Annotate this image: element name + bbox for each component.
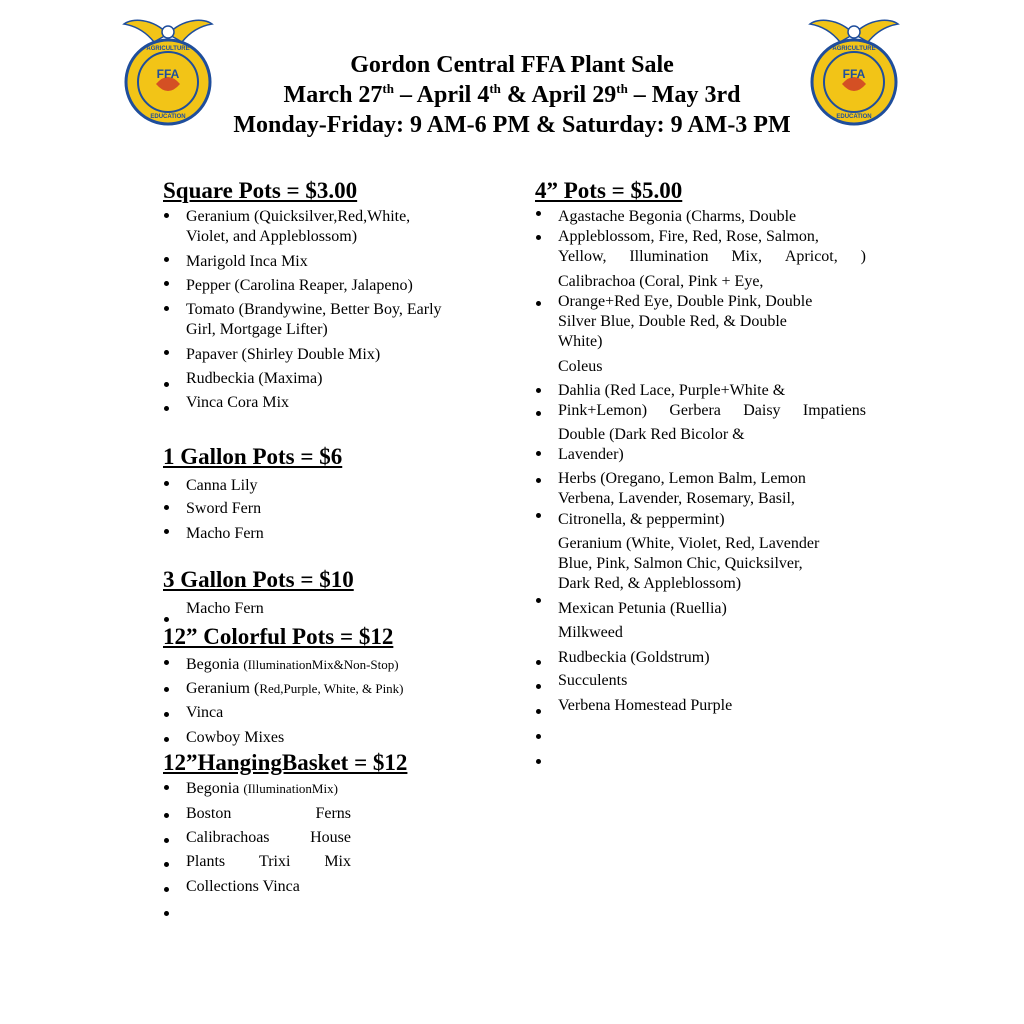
bullet: [164, 813, 169, 818]
list-item: Milkweed: [558, 624, 623, 641]
date-text: – April 4: [393, 82, 490, 108]
list-item: Macho Fern: [186, 525, 264, 542]
bullet: [536, 235, 541, 240]
list-item: Collections Vinca: [186, 878, 300, 895]
list-item: Rudbeckia (Goldstrum): [558, 649, 710, 666]
list-item: Lavender): [558, 446, 624, 463]
list-item: Succulents: [558, 672, 628, 689]
bullet: [164, 617, 169, 622]
list-item: [558, 247, 866, 267]
bullet: [164, 712, 169, 717]
bullet: [164, 406, 169, 411]
date-suffix: th: [616, 81, 628, 96]
list-item: Mexican Petunia (Ruellia): [558, 600, 727, 617]
item-word: Daisy: [743, 402, 781, 419]
item-word: Impatiens: [802, 402, 866, 419]
item-word: Boston: [186, 805, 232, 822]
list-item: [186, 828, 351, 848]
bullet: [536, 211, 541, 216]
bullet: [536, 513, 541, 518]
bullet: [164, 382, 169, 387]
emblem-bottom-text: EDUCATION: [836, 114, 872, 120]
list-item: Calibrachoa (Coral, Pink + Eye,: [558, 273, 764, 290]
three-gallon-title: 3 Gallon Pots = $10: [163, 567, 354, 592]
date-suffix: th: [382, 81, 394, 96]
list-item: Agastache Begonia (Charms, Double: [558, 208, 797, 225]
bullet: [536, 301, 541, 306]
item-note: (IlluminationMix&Non-Stop): [243, 657, 399, 672]
list-item: Dark Red, & Appleblossom): [558, 575, 742, 592]
list-item: Cowboy Mixes: [186, 729, 285, 746]
list-item: Marigold Inca Mix: [186, 253, 308, 270]
list-item: Silver Blue, Double Red, & Double: [558, 313, 787, 330]
bullet: [536, 734, 541, 739]
item-word: ): [860, 248, 866, 265]
list-item: Geranium (Quicksilver,Red,White,: [186, 208, 411, 225]
list-item: Citronella, & peppermint): [558, 511, 725, 528]
item-word: Trixi: [259, 853, 291, 870]
bullet: [164, 687, 169, 692]
bullet: [164, 862, 169, 867]
bullet: [536, 598, 541, 603]
list-item: Herbs (Oregano, Lemon Balm, Lemon: [558, 470, 806, 487]
hanging-basket-title: 12”HangingBasket = $12: [163, 750, 408, 775]
list-item: White): [558, 333, 603, 350]
list-item: [186, 655, 399, 675]
bullet: [536, 451, 541, 456]
one-gallon-title: 1 Gallon Pots = $6: [163, 444, 343, 469]
item-text: Geranium (: [186, 680, 260, 697]
emblem-bottom-text: EDUCATION: [150, 114, 186, 120]
list-item: [186, 852, 351, 872]
item-word: House: [310, 829, 351, 846]
bullet: [536, 478, 541, 483]
sale-hours: Monday-Friday: 9 AM-6 PM & Saturday: 9 AM-3 PM: [233, 112, 791, 138]
item-text: Begonia: [186, 656, 244, 673]
list-item: [186, 679, 404, 699]
date-text: & April 29: [500, 82, 617, 108]
emblem-top-text: AGRICULTURE: [832, 46, 876, 52]
bullet: [536, 759, 541, 764]
bullet: [164, 737, 169, 742]
list-item: Rudbeckia (Maxima): [186, 370, 323, 387]
bullet: [164, 213, 169, 218]
list-item: Appleblossom, Fire, Red, Rose, Salmon,: [558, 228, 819, 245]
item-word: Mix,: [731, 248, 762, 265]
sale-dates: [0, 80, 1024, 110]
bullet: [164, 257, 169, 262]
item-word: Mix: [324, 853, 351, 870]
list-item: Vinca Cora Mix: [186, 394, 290, 411]
item-word: Pink+Lemon): [558, 402, 648, 419]
item-word: Gerbera: [669, 402, 721, 419]
bullet: [164, 529, 169, 534]
bullet: [536, 684, 541, 689]
square-pots-title: Square Pots = $3.00: [163, 178, 358, 203]
item-text: Begonia: [186, 780, 244, 797]
list-item: Dahlia (Red Lace, Purple+White &: [558, 382, 786, 399]
page-title: Gordon Central FFA Plant Sale: [350, 52, 674, 78]
page-header: [0, 50, 1024, 140]
bullet: [164, 660, 169, 665]
list-item: Canna Lily: [186, 477, 258, 494]
item-word: Plants: [186, 853, 226, 870]
bullet: [164, 350, 169, 355]
list-item: Verbena, Lavender, Rosemary, Basil,: [558, 490, 795, 507]
colorful-pots-title: 12” Colorful Pots = $12: [163, 624, 394, 649]
bullet: [536, 388, 541, 393]
item-word: Ferns: [315, 805, 351, 822]
four-inch-pots-title: 4” Pots = $5.00: [535, 178, 683, 203]
item-word: Yellow,: [558, 248, 607, 265]
item-word: Illumination: [629, 248, 709, 265]
bullet: [164, 281, 169, 286]
list-item: [186, 804, 351, 824]
list-item: Blue, Pink, Salmon Chic, Quicksilver,: [558, 555, 803, 572]
list-item: Vinca: [186, 704, 224, 721]
list-item: Violet, and Appleblossom): [186, 228, 358, 245]
list-item: Tomato (Brandywine, Better Boy, Early: [186, 301, 442, 318]
date-text: – May 3rd: [627, 82, 741, 108]
emblem-center-text: FFA: [156, 67, 180, 81]
item-word: Calibrachoas: [186, 829, 270, 846]
item-word: Apricot,: [784, 248, 838, 265]
bullet: [164, 838, 169, 843]
list-item: Double (Dark Red Bicolor &: [558, 426, 745, 443]
list-item: Coleus: [558, 358, 603, 375]
bullet: [164, 911, 169, 916]
list-item: Verbena Homestead Purple: [558, 697, 733, 714]
bullet: [164, 887, 169, 892]
list-item: Girl, Mortgage Lifter): [186, 321, 328, 338]
bullet: [536, 411, 541, 416]
bullet: [164, 785, 169, 790]
list-item: [186, 779, 338, 799]
item-note: Red,Purple, White, & Pink): [259, 681, 404, 696]
list-item: [558, 401, 866, 421]
bullet: [164, 306, 169, 311]
list-item: Pepper (Carolina Reaper, Jalapeno): [186, 277, 413, 294]
list-item: Macho Fern: [186, 600, 264, 617]
bullet: [536, 709, 541, 714]
list-item: Orange+Red Eye, Double Pink, Double: [558, 293, 813, 310]
list-item: Papaver (Shirley Double Mix): [186, 346, 381, 363]
date-suffix: th: [489, 81, 501, 96]
bullet: [536, 660, 541, 665]
bullet: [164, 481, 169, 486]
list-item: Geranium (White, Violet, Red, Lavender: [558, 535, 820, 552]
list-item: Sword Fern: [186, 500, 262, 517]
emblem-top-text: AGRICULTURE: [146, 46, 190, 52]
emblem-center-text: FFA: [842, 67, 866, 81]
date-text: March 27: [283, 82, 383, 108]
item-note: (IlluminationMix): [243, 781, 338, 796]
bullet: [164, 505, 169, 510]
